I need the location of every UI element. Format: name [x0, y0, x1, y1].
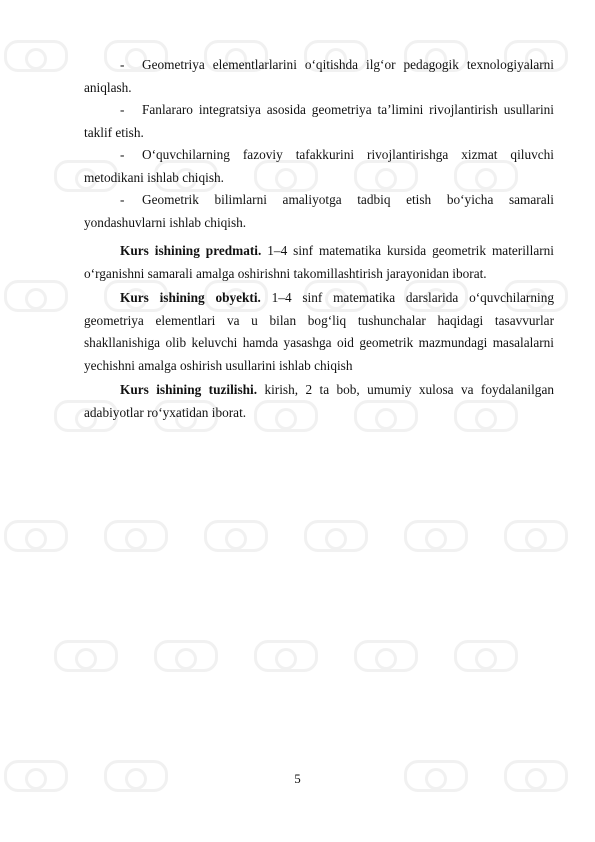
body-text — [84, 54, 554, 424]
list-item-text: O‘quvchilarning fazoviy tafakkurini rivojlantirishga xizmat qiluvchi metodikani ishlab chiqish. — [84, 147, 554, 185]
section-text: 1–4 sinf matematika kursida geometrik materillarni o‘rganishni samarali amalga oshirishni takomillashtirish jarayonidan iborat. — [84, 243, 554, 281]
list-item-goal-3 — [84, 144, 554, 189]
page-number: 5 — [294, 771, 301, 786]
list-item-text: Fanlararo integratsiya asosida geometriya ta’limini rivojlantirish usullarini taklif etish. — [84, 102, 554, 140]
list-item-goal-1 — [84, 54, 554, 99]
list-item-text: Geometrik bilimlarni amaliyotga tadbiq etish bo‘yicha samarali yondashuvlarni ishlab chiqish. — [84, 192, 554, 230]
list-item-goal-2 — [84, 99, 554, 144]
section-text: kirish, 2 ta bob, umumiy xulosa va foydalanilgan adabiyotlar ro‘yxatidan iborat. — [84, 382, 554, 420]
section-heading: Kurs ishining tuzilishi. — [120, 382, 258, 397]
section-obyekt — [84, 287, 554, 377]
section-tuzilish — [84, 379, 554, 424]
list-item-goal-4 — [84, 189, 554, 234]
list-dash: - — [120, 57, 125, 72]
section-heading: Kurs ishining predmati. — [120, 243, 262, 258]
list-dash: - — [120, 192, 125, 207]
list-dash: - — [120, 147, 125, 162]
section-predmet — [84, 240, 554, 285]
list-item-text: Geometriya elementlarlarini o‘qitishda ilg‘or pedagogik texnologiyalarni aniqlash. — [84, 57, 554, 95]
list-dash: - — [120, 102, 125, 117]
section-heading: Kurs ishining obyekti. — [120, 290, 261, 305]
section-text: 1–4 sinf matematika darslarida o‘quvchilarning geometriya elementlari va u bilan bog‘liq tushunchalar haqidagi tasavvurlar shakllanishiga olib keluvchi hamda yasashga oid geometrik mazmundagi masalalarni yechishni amalga oshirish usullarini ishlab chiqish — [84, 290, 554, 373]
